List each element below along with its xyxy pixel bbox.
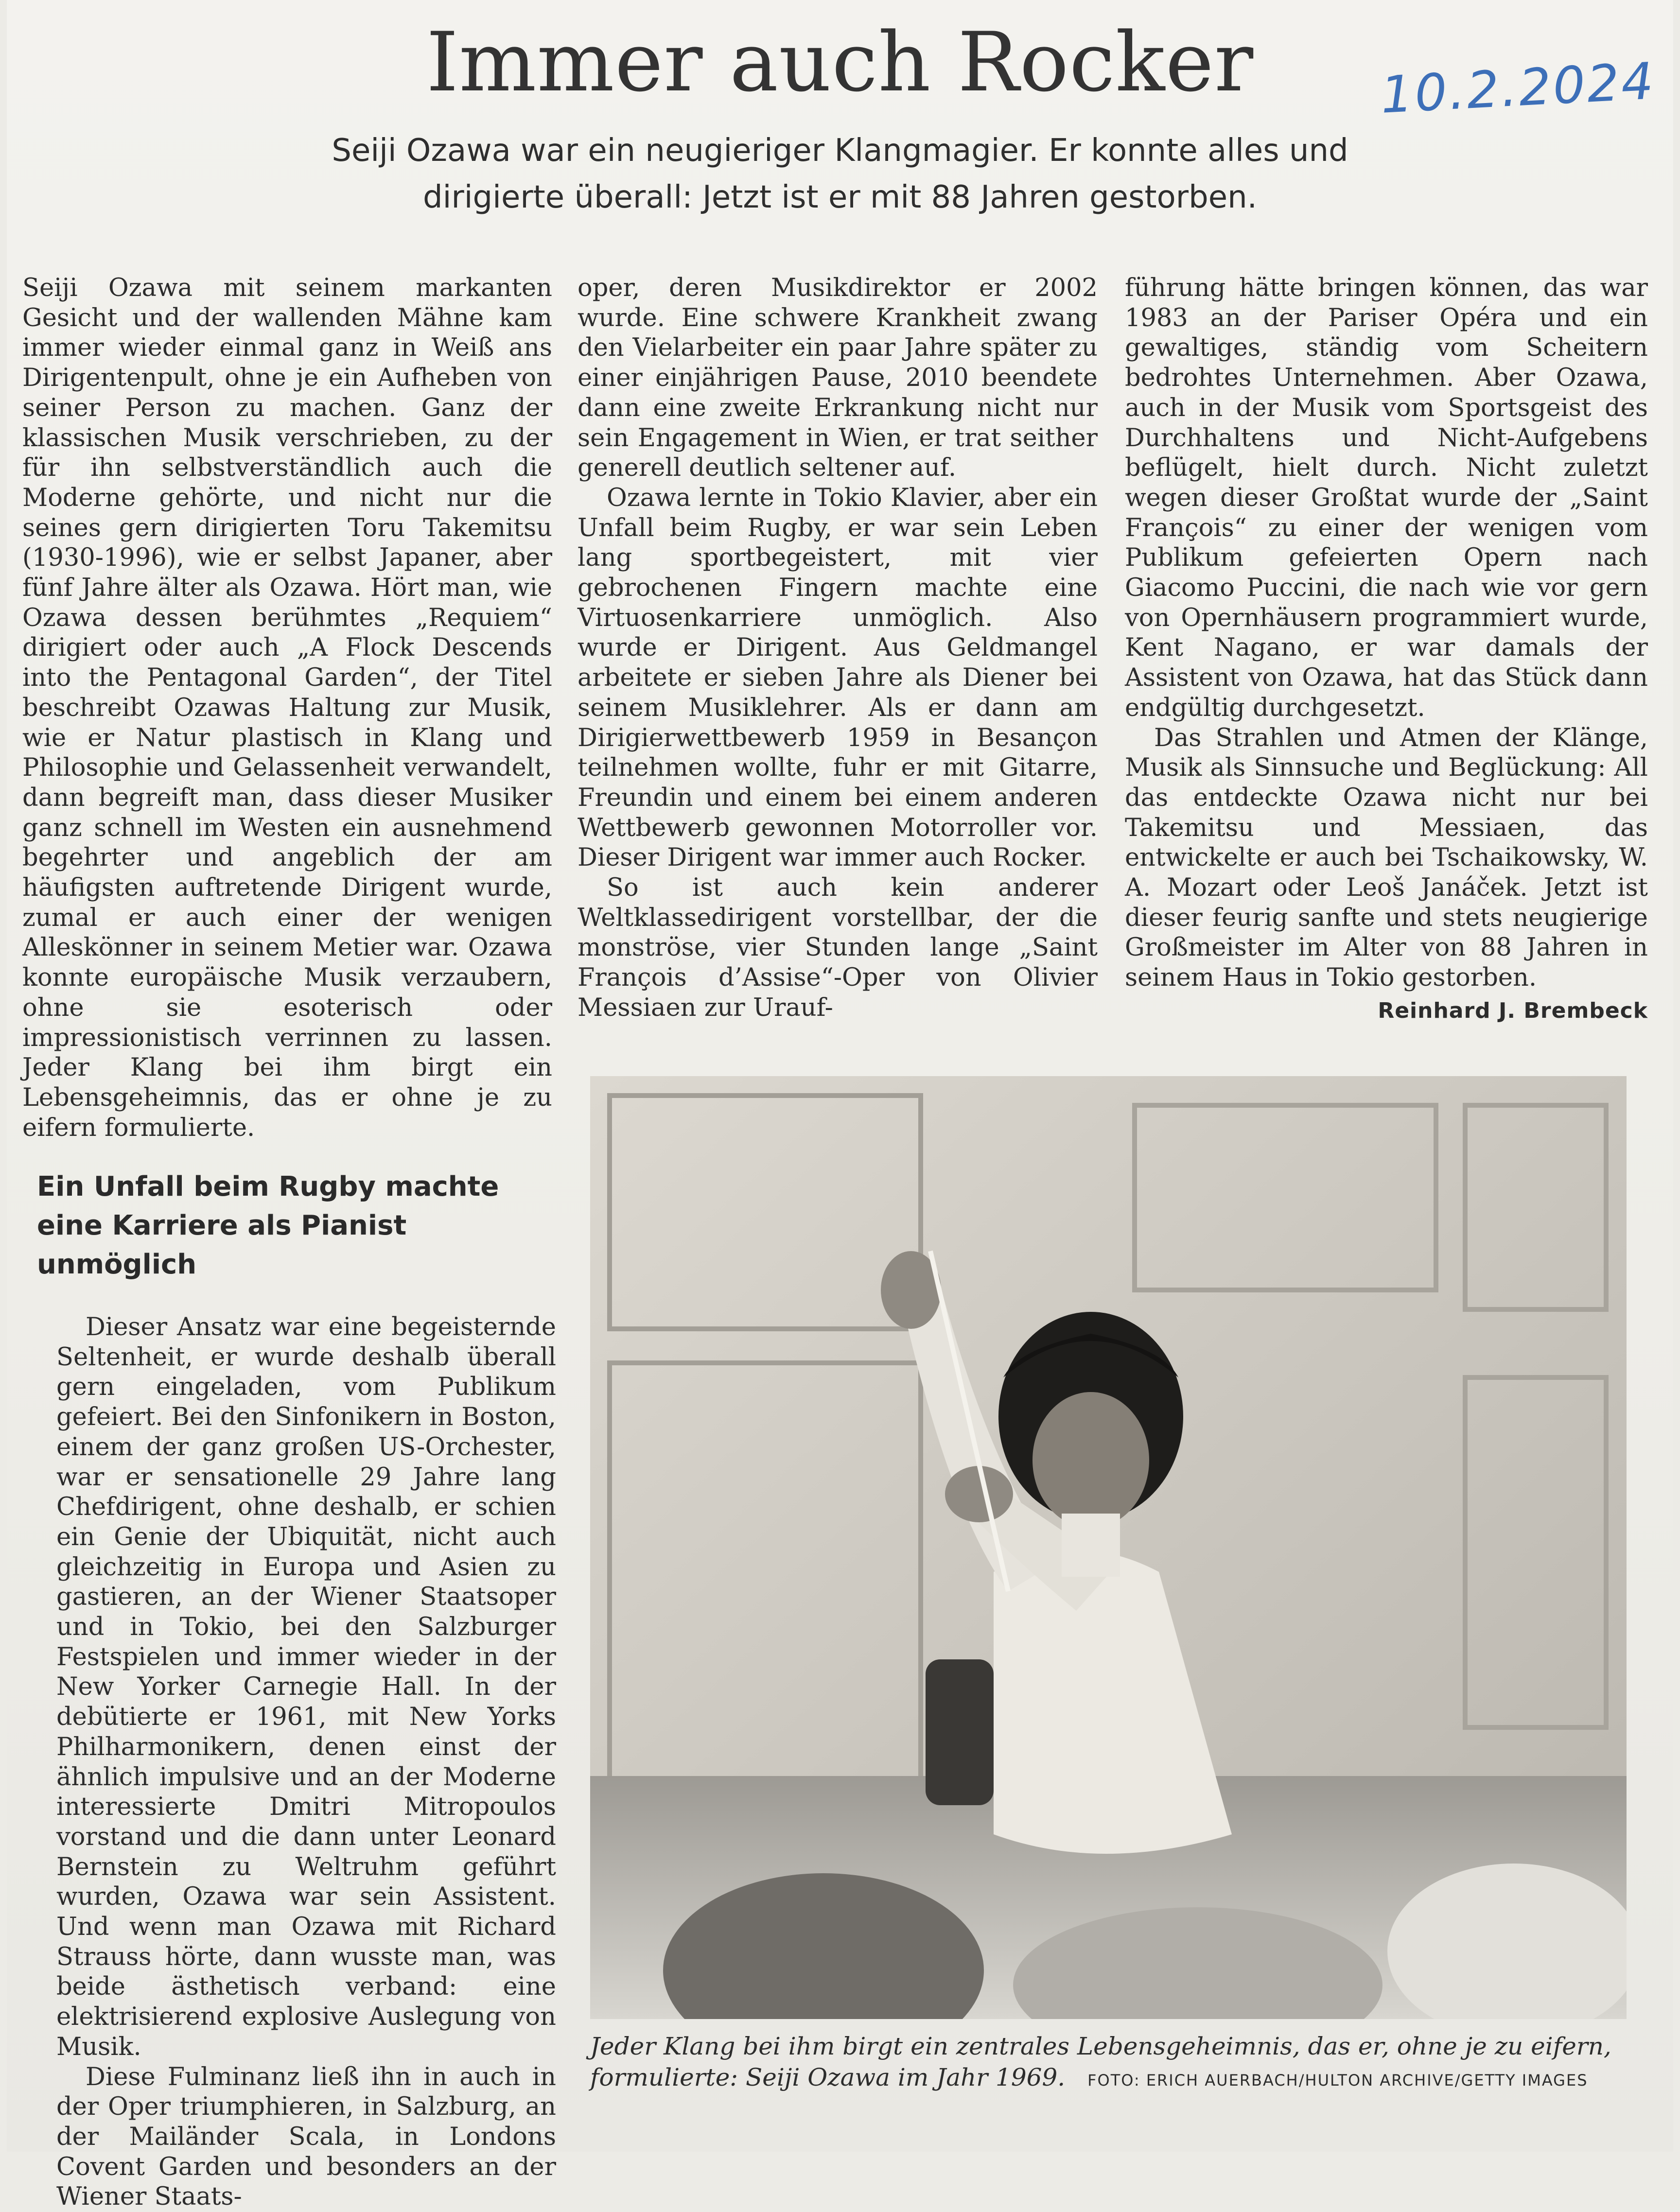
photo-caption [590,2031,1630,2096]
caption-text: Jeder Klang bei ihm birgt ein zentrales Lebensgeheimnis, das er, ohne je zu eifern, formulierte: Seiji Ozawa im Jahr 1969. [590,2032,1611,2091]
conductor-photo [590,1076,1627,2019]
subtitle-line-1: Seiji Ozawa war ein neugieriger Klangmagier. Er konnte alles und [332,133,1348,169]
headline: Immer auch Rocker [426,15,1254,110]
article-column-1-continued [56,1312,556,2212]
subtitle [243,127,1437,221]
article-column-1 [22,273,552,1143]
paragraph-text: Das Strahlen und Atmen der Klänge, Musik als Sinnsuche und Beglückung: All das entdeckte Ozawa nicht nur bei Takemitsu und Messiaen, das entwickelte er auch bei Tschaikowsky, W. A. Mozart oder Leoš Janáček. Jetzt ist dieser feurig sanfte und stets neugierige Großmeister im Alter von 88 Jahren in seinem Haus in Tokio gestorben. [1125,723,1648,993]
paragraph: führung hätte bringen können, das war 1983 an der Pariser Opéra und ein gewaltiges, ständig vom Scheitern bedrohtes Unternehmen. Aber Ozawa, auch in der Musik vom Sportsgeist des Durchhaltens und Nicht-Aufgebens beflügelt, hielt durch. Nicht zuletzt wegen dieser Großtat wurde der „Saint François“ zu einer der wenigen vom Publikum gefeierten Opern nach Giacomo Puccini, die nach wie vor gern von Opernhäusern programmiert wurde, Kent Nagano, er war damals der Assistent von Ozawa, hat das Stück dann endgültig durchgesetzt. [1125,274,1648,722]
paragraph: Dieser Ansatz war eine begeisternde Seltenheit, er wurde deshalb überall gern eingeladen, vom Publikum gefeiert. Bei den Sinfonikern in Boston, einem der ganz großen US-Orchester, war er sensationelle 29 Jahre lang Chefdirigent, ohne deshalb, er schien ein Genie der Ubiquität, nicht auch gleichzeitig in Europa und Asien zu gastieren, an der Wiener Staatsoper und in Tokio, bei den Salzburger Festspielen und immer wieder in der New Yorker Carnegie Hall. In der debütierte er 1961, mit New Yorks Philharmonikern, denen einst der ähnlich impulsive und an der Moderne interessierte Dmitri Mitropoulos vorstand und die dann unter Leonard Bernstein zu Weltruhm geführt wurden, Ozawa war sein Assistent. Und wenn man Ozawa mit Richard Strauss hörte, dann wusste man, was beide ästhetisch verband: eine elektrisierend explosive Auslegung von Musik. [56,1313,556,2061]
article-column-3 [1125,273,1648,1026]
photo-credit: FOTO: ERICH AUERBACH/HULTON ARCHIVE/GETTY IMAGES [1087,2071,1588,2090]
paragraph [1125,723,1648,1023]
article-column-2 [578,273,1098,1023]
subtitle-line-2: dirigierte überall: Jetzt ist er mit 88 Jahren gestorben. [423,179,1257,215]
subheading: Ein Unfall beim Rugby machte eine Karriere als Pianist unmöglich [37,1171,499,1280]
paragraph: Ozawa lernte in Tokio Klavier, aber ein Unfall beim Rugby, er war sein Leben lang sportbegeistert, mit vier gebrochenen Fingern machte eine Virtuosenkarriere unmöglich. Also wurde er Dirigent. Aus Geldmangel arbeitete er sieben Jahre als Diener bei seinem Musiklehrer. Als er dann am Dirigierwettbewerb 1959 in Besançon teilnehmen wollte, fuhr er mit Gitarre, Freundin und einem bei einem anderen Wettbewerb gewonnen Motorroller vor. Dieser Dirigent war immer auch Rocker. [578,483,1098,872]
paragraph: Diese Fulminanz ließ ihn in auch in der Oper triumphieren, in Salzburg, an der Mailänder Scala, in Londons Covent Garden und besonders an der Wiener Staats- [56,2062,556,2212]
paragraph: Seiji Ozawa mit seinem markanten Gesicht und der wallenden Mähne kam immer wieder einmal ganz in Weiß ans Dirigentenpult, ohne je ein Aufheben von seiner Person zu machen. Ganz der klassischen Musik verschrieben, zu der für ihn selbstverständlich auch die Moderne gehörte, und nicht nur die seines gern dirigierten Toru Takemitsu (1930-1996), wie er selbst Japaner, aber fünf Jahre älter als Ozawa. Hört man, wie Ozawa dessen berühmtes „Requiem“ dirigiert oder auch „A Flock Descends into the Pentagonal Garden“, der Titel beschreibt Ozawas Haltung zur Musik, wie er Natur plastisch in Klang und Philosophie und Gelassenheit verwandelt, dann begreift man, dass dieser Musiker ganz schnell im Westen ein ausnehmend begehrter und angeblich der am häufigsten auftretende Dirigent wurde, zumal er auch einer der wenigen Alleskönner in seinem Metier war. Ozawa konnte europäische Musik verzaubern, ohne sie esoterisch oder impressionistisch verrinnen zu lassen. Jeder Klang bei ihm birgt ein Lebensgeheimnis, das er ohne je zu eifern formulierte. [22,274,552,1142]
paragraph: So ist auch kein anderer Weltklassedirigent vorstellbar, der die monströse, vier Stunden lange „Saint François d’Assise“-Oper von Olivier Messiaen zur Urauf- [578,873,1098,1022]
paragraph: oper, deren Musikdirektor er 2002 wurde. Eine schwere Krankheit zwang den Vielarbeiter ein paar Jahre später zu einer einjährigen Pause, 2010 beendete dann eine zweite Erkrankung nicht nur sein Engagement in Wien, er trat seither generell deutlich seltener auf. [578,274,1098,483]
handwritten-date: 10.2.2024 [1379,51,1657,125]
photo-illustration [590,1076,1627,2019]
byline: Reinhard J. Brembeck [1378,998,1648,1023]
